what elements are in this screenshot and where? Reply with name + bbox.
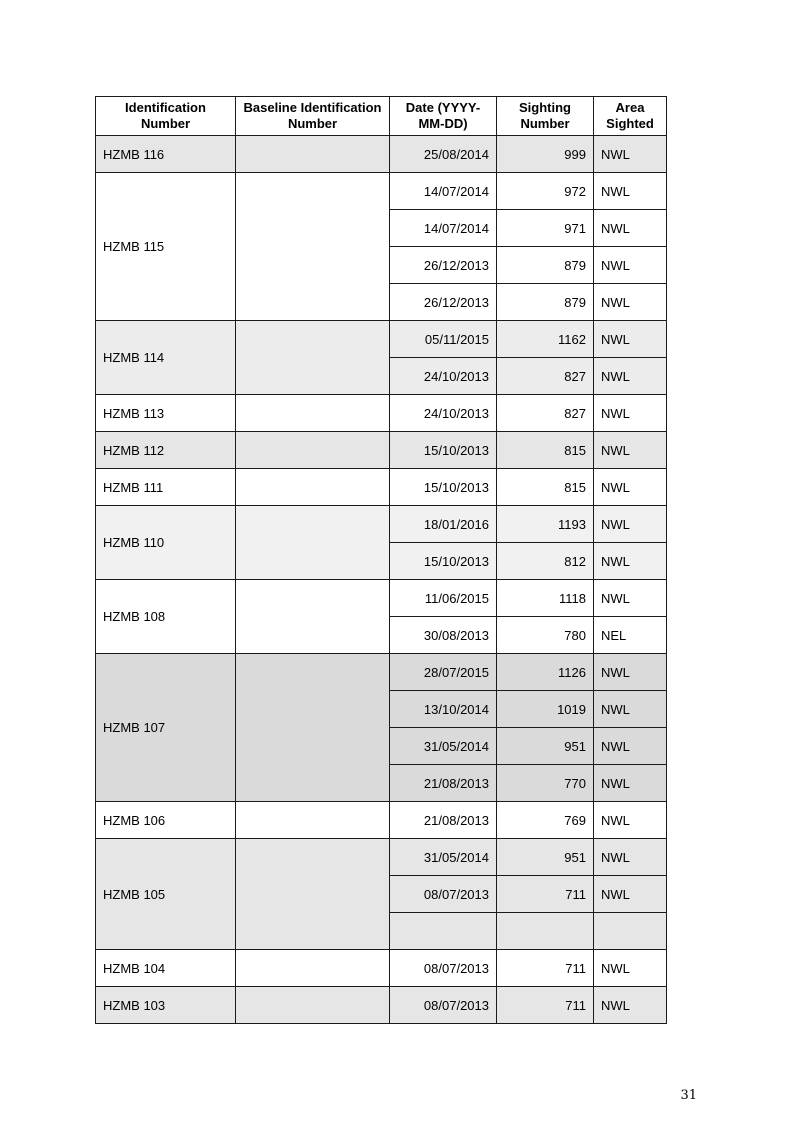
table-row bbox=[96, 395, 667, 432]
area-sighted-cell: NWL bbox=[594, 358, 667, 395]
sighting-number-cell: 879 bbox=[497, 284, 594, 321]
identification-number-cell: HZMB 107 bbox=[96, 654, 236, 802]
sighting-number-cell: 827 bbox=[497, 358, 594, 395]
area-sighted-cell: NWL bbox=[594, 543, 667, 580]
identification-number-cell: HZMB 103 bbox=[96, 987, 236, 1024]
sighting-number-cell: 780 bbox=[497, 617, 594, 654]
area-sighted-cell: NWL bbox=[594, 691, 667, 728]
date-cell: 15/10/2013 bbox=[390, 543, 497, 580]
date-cell: 31/05/2014 bbox=[390, 728, 497, 765]
table-row bbox=[96, 839, 667, 876]
sighting-number-cell: 1193 bbox=[497, 506, 594, 543]
baseline-identification-cell bbox=[236, 987, 390, 1024]
area-sighted-cell: NWL bbox=[594, 210, 667, 247]
sighting-number-cell: 999 bbox=[497, 136, 594, 173]
identification-number-cell: HZMB 111 bbox=[96, 469, 236, 506]
date-cell: 08/07/2013 bbox=[390, 876, 497, 913]
identification-number-cell: HZMB 113 bbox=[96, 395, 236, 432]
date-cell: 26/12/2013 bbox=[390, 284, 497, 321]
area-sighted-cell bbox=[594, 913, 667, 950]
baseline-identification-cell bbox=[236, 580, 390, 654]
area-sighted-cell: NWL bbox=[594, 765, 667, 802]
date-cell: 15/10/2013 bbox=[390, 469, 497, 506]
date-cell: 08/07/2013 bbox=[390, 987, 497, 1024]
date-cell: 26/12/2013 bbox=[390, 247, 497, 284]
area-sighted-cell: NWL bbox=[594, 284, 667, 321]
area-sighted-cell: NWL bbox=[594, 247, 667, 284]
sighting-number-cell: 827 bbox=[497, 395, 594, 432]
area-sighted-cell: NWL bbox=[594, 432, 667, 469]
baseline-identification-cell bbox=[236, 469, 390, 506]
table-header-row bbox=[96, 97, 667, 136]
date-cell: 11/06/2015 bbox=[390, 580, 497, 617]
area-sighted-cell: NWL bbox=[594, 580, 667, 617]
date-cell: 24/10/2013 bbox=[390, 358, 497, 395]
sighting-number-cell: 972 bbox=[497, 173, 594, 210]
sighting-number-cell: 769 bbox=[497, 802, 594, 839]
sighting-number-cell: 951 bbox=[497, 839, 594, 876]
sighting-number-cell: 951 bbox=[497, 728, 594, 765]
table-row bbox=[96, 802, 667, 839]
date-cell: 13/10/2014 bbox=[390, 691, 497, 728]
header-date: Date (YYYY-MM-DD) bbox=[390, 97, 497, 136]
table-row bbox=[96, 506, 667, 543]
header-identification-number: Identification Number bbox=[96, 97, 236, 136]
date-cell: 24/10/2013 bbox=[390, 395, 497, 432]
area-sighted-cell: NWL bbox=[594, 321, 667, 358]
baseline-identification-cell bbox=[236, 395, 390, 432]
table-row bbox=[96, 950, 667, 987]
identification-number-cell: HZMB 110 bbox=[96, 506, 236, 580]
date-cell: 08/07/2013 bbox=[390, 950, 497, 987]
baseline-identification-cell bbox=[236, 321, 390, 395]
sighting-number-cell: 711 bbox=[497, 950, 594, 987]
table-row bbox=[96, 469, 667, 506]
date-cell: 14/07/2014 bbox=[390, 173, 497, 210]
area-sighted-cell: NWL bbox=[594, 802, 667, 839]
baseline-identification-cell bbox=[236, 654, 390, 802]
date-cell: 25/08/2014 bbox=[390, 136, 497, 173]
area-sighted-cell: NWL bbox=[594, 136, 667, 173]
sighting-number-cell: 971 bbox=[497, 210, 594, 247]
sighting-number-cell: 711 bbox=[497, 987, 594, 1024]
date-cell: 21/08/2013 bbox=[390, 802, 497, 839]
sighting-number-cell: 815 bbox=[497, 432, 594, 469]
area-sighted-cell: NWL bbox=[594, 950, 667, 987]
identification-number-cell: HZMB 106 bbox=[96, 802, 236, 839]
date-cell: 28/07/2015 bbox=[390, 654, 497, 691]
area-sighted-cell: NEL bbox=[594, 617, 667, 654]
sighting-number-cell: 812 bbox=[497, 543, 594, 580]
table-row bbox=[96, 654, 667, 691]
area-sighted-cell: NWL bbox=[594, 728, 667, 765]
area-sighted-cell: NWL bbox=[594, 839, 667, 876]
area-sighted-cell: NWL bbox=[594, 469, 667, 506]
area-sighted-cell: NWL bbox=[594, 395, 667, 432]
table-body bbox=[96, 136, 667, 1024]
date-cell: 30/08/2013 bbox=[390, 617, 497, 654]
sighting-number-cell: 879 bbox=[497, 247, 594, 284]
area-sighted-cell: NWL bbox=[594, 876, 667, 913]
area-sighted-cell: NWL bbox=[594, 173, 667, 210]
identification-number-cell: HZMB 112 bbox=[96, 432, 236, 469]
table-row bbox=[96, 173, 667, 210]
sighting-number-cell: 1126 bbox=[497, 654, 594, 691]
header-area-sighted: Area Sighted bbox=[594, 97, 667, 136]
date-cell: 18/01/2016 bbox=[390, 506, 497, 543]
sighting-number-cell bbox=[497, 913, 594, 950]
page-number: 31 bbox=[680, 1088, 697, 1103]
date-cell: 14/07/2014 bbox=[390, 210, 497, 247]
area-sighted-cell: NWL bbox=[594, 654, 667, 691]
baseline-identification-cell bbox=[236, 950, 390, 987]
sighting-number-cell: 1118 bbox=[497, 580, 594, 617]
sighting-number-cell: 711 bbox=[497, 876, 594, 913]
sighting-number-cell: 1162 bbox=[497, 321, 594, 358]
date-cell: 31/05/2014 bbox=[390, 839, 497, 876]
date-cell: 15/10/2013 bbox=[390, 432, 497, 469]
date-cell: 21/08/2013 bbox=[390, 765, 497, 802]
sightings-table bbox=[95, 96, 667, 1024]
baseline-identification-cell bbox=[236, 839, 390, 950]
area-sighted-cell: NWL bbox=[594, 506, 667, 543]
table-row bbox=[96, 432, 667, 469]
header-baseline-identification-number: Baseline Identification Number bbox=[236, 97, 390, 136]
table-row bbox=[96, 321, 667, 358]
table-row bbox=[96, 136, 667, 173]
area-sighted-cell: NWL bbox=[594, 987, 667, 1024]
sighting-number-cell: 815 bbox=[497, 469, 594, 506]
identification-number-cell: HZMB 116 bbox=[96, 136, 236, 173]
sighting-number-cell: 770 bbox=[497, 765, 594, 802]
table-row bbox=[96, 987, 667, 1024]
baseline-identification-cell bbox=[236, 173, 390, 321]
baseline-identification-cell bbox=[236, 506, 390, 580]
header-sighting-number: Sighting Number bbox=[497, 97, 594, 136]
identification-number-cell: HZMB 115 bbox=[96, 173, 236, 321]
identification-number-cell: HZMB 105 bbox=[96, 839, 236, 950]
sighting-number-cell: 1019 bbox=[497, 691, 594, 728]
date-cell: 05/11/2015 bbox=[390, 321, 497, 358]
date-cell bbox=[390, 913, 497, 950]
table-row bbox=[96, 580, 667, 617]
identification-number-cell: HZMB 108 bbox=[96, 580, 236, 654]
baseline-identification-cell bbox=[236, 136, 390, 173]
baseline-identification-cell bbox=[236, 802, 390, 839]
identification-number-cell: HZMB 104 bbox=[96, 950, 236, 987]
baseline-identification-cell bbox=[236, 432, 390, 469]
identification-number-cell: HZMB 114 bbox=[96, 321, 236, 395]
